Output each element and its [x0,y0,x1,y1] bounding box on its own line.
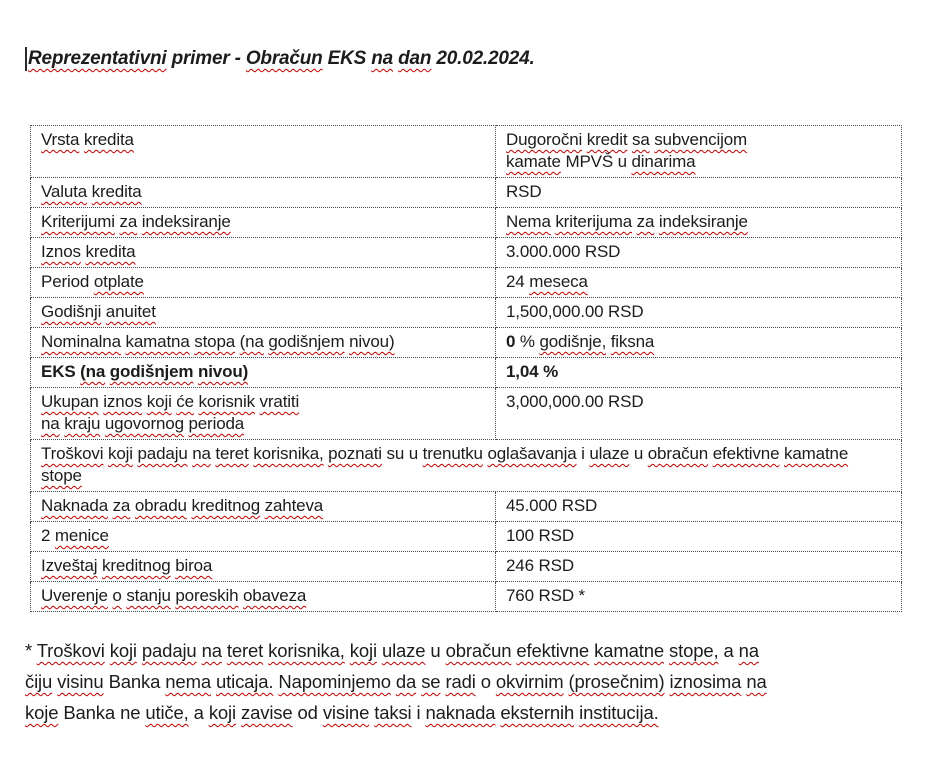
value-cell: 3.000.000 RSD [496,238,902,268]
value-cell: RSD [496,178,902,208]
table-row [31,298,902,328]
value-cell: 760 RSD * [496,582,902,612]
value-cell: 3,000,000.00 RSD [496,388,902,440]
label-cell: 2 menice [31,522,496,552]
table-row [31,208,902,238]
table-row [31,238,902,268]
value-cell: Dugoročni kredit sa subvencijom kamate MPVŠ u dinarima [496,126,902,178]
value-cell: 100 RSD [496,522,902,552]
table-row [31,440,902,492]
label-cell: Iznos kredita [31,238,496,268]
label-cell: EKS (na godišnjem nivou) [31,358,496,388]
label-cell: Naknada za obradu kreditnog zahteva [31,492,496,522]
table-row [31,492,902,522]
title-line [25,46,906,72]
label-cell: Nominalna kamatna stopa (na godišnjem nivou) [31,328,496,358]
table-row [31,582,902,612]
label-cell: Kriterijumi za indeksiranje [31,208,496,238]
label-cell: Ukupan iznos koji će korisnik vratiti na kraju ugovornog perioda [31,388,496,440]
table-row [31,522,902,552]
label-cell: Vrsta kredita [31,126,496,178]
label-cell: Period otplate [31,268,496,298]
label-cell: Valuta kredita [31,178,496,208]
value-cell: Nema kriterijuma za indeksiranje [496,208,902,238]
table-row [31,552,902,582]
label-cell: Godišnji anuitet [31,298,496,328]
text-cursor [25,47,27,71]
eks-table-body [31,126,902,612]
merged-cell: Troškovi koji padaju na teret korisnika, poznati su u trenutku oglašavanja i ulaze u obračun efektivne kamatne stope [31,440,902,492]
page-title: Reprezentativni primer - Obračun EKS na dan 20.02.2024. [28,48,535,69]
value-cell: 1,500,000.00 RSD [496,298,902,328]
table-row [31,268,902,298]
table-row [31,178,902,208]
value-cell: 24 meseca [496,268,902,298]
value-cell: 45.000 RSD [496,492,902,522]
label-cell: Izveštaj kreditnog biroa [31,552,496,582]
table-row [31,358,902,388]
value-cell: 1,04 % [496,358,902,388]
value-cell: 246 RSD [496,552,902,582]
table-row [31,126,902,178]
footnote-paragraph: * Troškovi koji padaju na teret korisnika, koji ulaze u obračun efektivne kamatne stope, a na čiju visinu Banka nema uticaja. Napominjemo da se radi o okvirnim (prosečnim) iznosima na koje Banka ne utiče, a koji zavise od visine taksi i naknada eksternih institucija. [25,640,767,723]
table-row [31,388,902,440]
table-row [31,328,902,358]
value-cell: 0 % godišnje, fiksna [496,328,902,358]
eks-table [30,125,902,612]
label-cell: Uverenje o stanju poreskih obaveza [31,582,496,612]
